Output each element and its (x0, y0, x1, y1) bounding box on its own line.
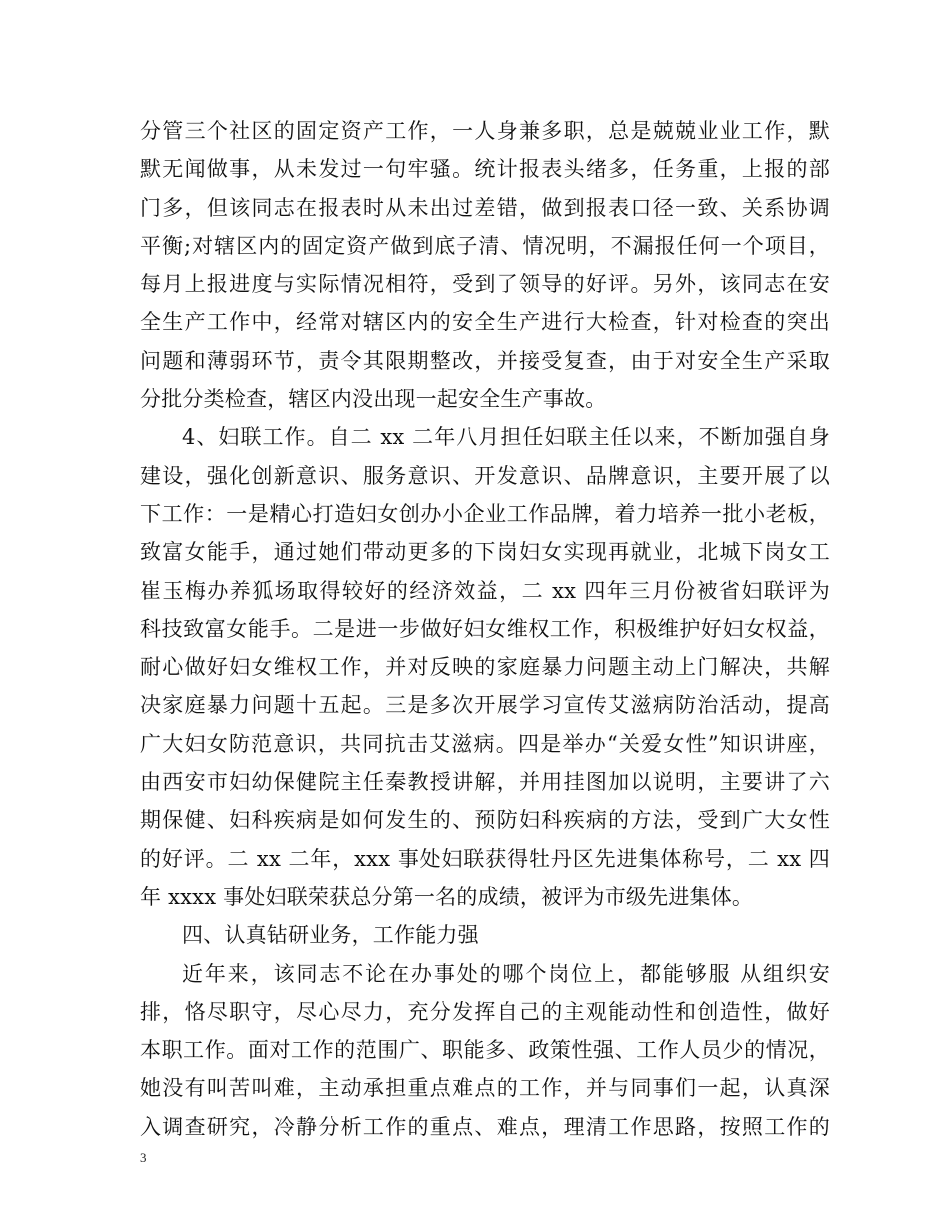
text-line: 本职工作。面对工作的范围广、职能多、政策性强、工作人员少的情况， (140, 1038, 830, 1063)
text-line: 期保健、妇科疾病是如何发生的、预防妇科疾病的方法，受到广大女性 (140, 808, 830, 833)
text-line: 默无闻做事，从未发过一句牢骚。统计报表头绪多，任务重，上报的部 (140, 157, 830, 182)
text-line: 她没有叫苦叫难，主动承担重点难点的工作，并与同事们一起，认真深 (140, 1076, 830, 1101)
text-line: 分管三个社区的固定资产工作，一人身兼多职，总是兢兢业业工作，默 (140, 119, 830, 143)
text-line: 近年来，该同志不论在办事处的哪个岗位上，都能够服 从组织安 (182, 961, 830, 986)
text-line: 门多，但该同志在报表时从未出过差错，做到报表口径一致、关系协调 (140, 195, 830, 220)
text-line: 由西安市妇幼保健院主任秦教授讲解，并用挂图加以说明，主要讲了六 (140, 770, 830, 795)
text-line: 平衡;对辖区内的固定资产做到底子清、情况明，不漏报任何一个项目， (140, 233, 830, 258)
text-line: 致富女能手，通过她们带动更多的下岗妇女实现再就业，北城下岗女工 (140, 540, 830, 565)
text-line: 建设，强化创新意识、服务意识、开发意识、品牌意识，主要开展了以 (140, 463, 830, 488)
text-line: 四、认真钻研业务，工作能力强 (182, 923, 479, 948)
text-line: 每月上报进度与实际情况相符，受到了领导的好评。另外，该同志在安 (140, 272, 830, 297)
text-line: 4、妇联工作。自二 xx 二年八月担任妇联主任以来，不断加强自身 (182, 425, 830, 450)
document-body (140, 112, 830, 1146)
text-line: 决家庭暴力问题十五起。三是多次开展学习宣传艾滋病防治活动，提高 (140, 693, 830, 718)
text-line: 排，恪尽职守，尽心尽力，充分发挥自己的主观能动性和创造性，做好 (140, 999, 830, 1024)
text-line: 问题和薄弱环节，责令其限期整改，并接受复查，由于对安全生产采取 (140, 348, 830, 373)
text-line: 崔玉梅办养狐场取得较好的经济效益，二 xx 四年三月份被省妇联评为 (140, 578, 830, 603)
text-line: 科技致富女能手。二是进一步做好妇女维权工作，积极维护好妇女权益， (140, 616, 830, 641)
text-line: 广大妇女防范意识，共同抗击艾滋病。四是举办“关爱女性”知识讲座， (140, 731, 830, 756)
text-line: 全生产工作中，经常对辖区内的安全生产进行大检查，针对检查的突出 (140, 310, 830, 335)
text-line: 分批分类检查，辖区内没出现一起安全生产事故。 (140, 387, 607, 412)
text-line: 的好评。二 xx 二年，xxx 事处妇联获得牡丹区先进集体称号，二 xx 四 (140, 846, 830, 871)
text-line: 耐心做好妇女维权工作，并对反映的家庭暴力问题主动上门解决，共解 (140, 655, 830, 680)
page-number: 3 (140, 1150, 147, 1165)
text-line: 年 xxxx 事处妇联荣获总分第一名的成绩，被评为市级先进集体。 (140, 884, 754, 909)
text-line: 下工作：一是精心打造妇女创办小企业工作品牌，着力培养一批小老板， (140, 501, 830, 526)
text-line: 入调查研究，冷静分析工作的重点、难点，理清工作思路，按照工作的 (140, 1114, 830, 1139)
